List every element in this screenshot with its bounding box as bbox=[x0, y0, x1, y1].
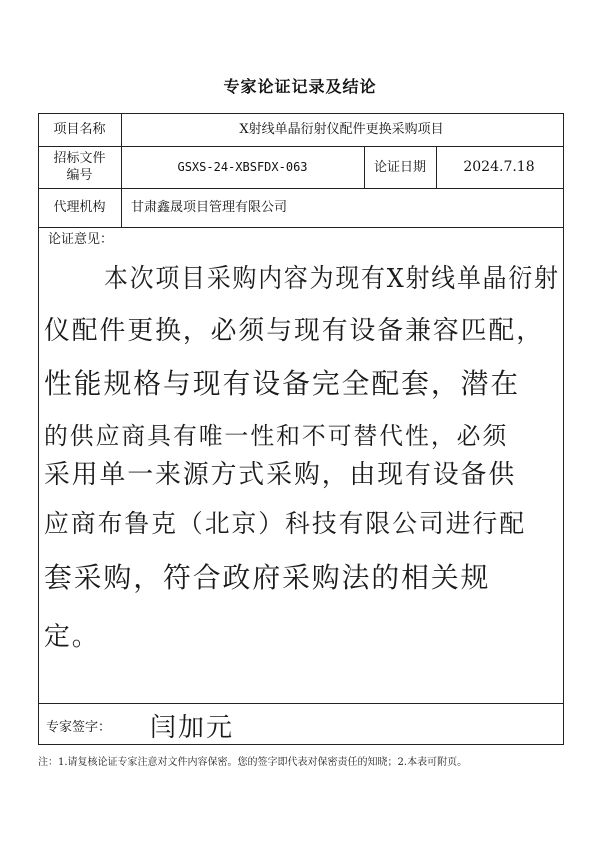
project-name-label: 项目名称 bbox=[53, 122, 106, 137]
date-value: 2024.7.18 bbox=[463, 158, 535, 175]
bid-doc-label-line1: 招标文件 bbox=[53, 151, 106, 166]
footnote: 注：1.请复核论证专家注意对文件内容保密。您的签字即代表对保密责任的知晓；2.本表可附页。 bbox=[38, 757, 468, 768]
bid-doc-label bbox=[38, 146, 121, 188]
bid-doc-number: GSXS-24-XBSFDX-063 bbox=[177, 159, 308, 174]
row-divider bbox=[38, 703, 564, 704]
bid-doc-label-line2: 编号 bbox=[66, 168, 93, 183]
agency-value: 甘肃鑫晟项目管理有限公司 bbox=[131, 200, 288, 215]
opinion-handwritten-line: 应商布鲁克（北京）科技有限公司进行配 bbox=[44, 509, 527, 538]
opinion-label: 论证意见： bbox=[48, 231, 114, 247]
opinion-handwritten-line: 采用单一来源方式采购，由现有设备供 bbox=[44, 460, 517, 490]
opinion-handwritten-line: 本次项目采购内容为现有X射线单晶衍射 bbox=[104, 264, 560, 294]
opinion-handwritten-line: 性能规格与现有设备完全配套，潜在 bbox=[44, 367, 521, 400]
opinion-handwritten-line: 的供应商具有唯一性和不可替代性，必须 bbox=[44, 422, 509, 450]
expert-signature: 闫加元 bbox=[150, 713, 235, 743]
row-divider bbox=[38, 227, 564, 228]
date-label: 论证日期 bbox=[373, 159, 426, 175]
opinion-handwritten-line: 仪配件更换，必须与现有设备兼容匹配， bbox=[44, 316, 544, 346]
page-title: 专家论证记录及结论 bbox=[223, 77, 377, 96]
opinion-handwritten-line: 套采购，符合政府采购法的相关规 bbox=[44, 561, 491, 594]
project-name-value: X射线单晶衍射仪配件更换采购项目 bbox=[239, 122, 444, 137]
signature-label: 专家签字： bbox=[46, 720, 112, 735]
agency-label: 代理机构 bbox=[53, 200, 106, 215]
opinion-handwritten-line: 定。 bbox=[44, 622, 100, 652]
